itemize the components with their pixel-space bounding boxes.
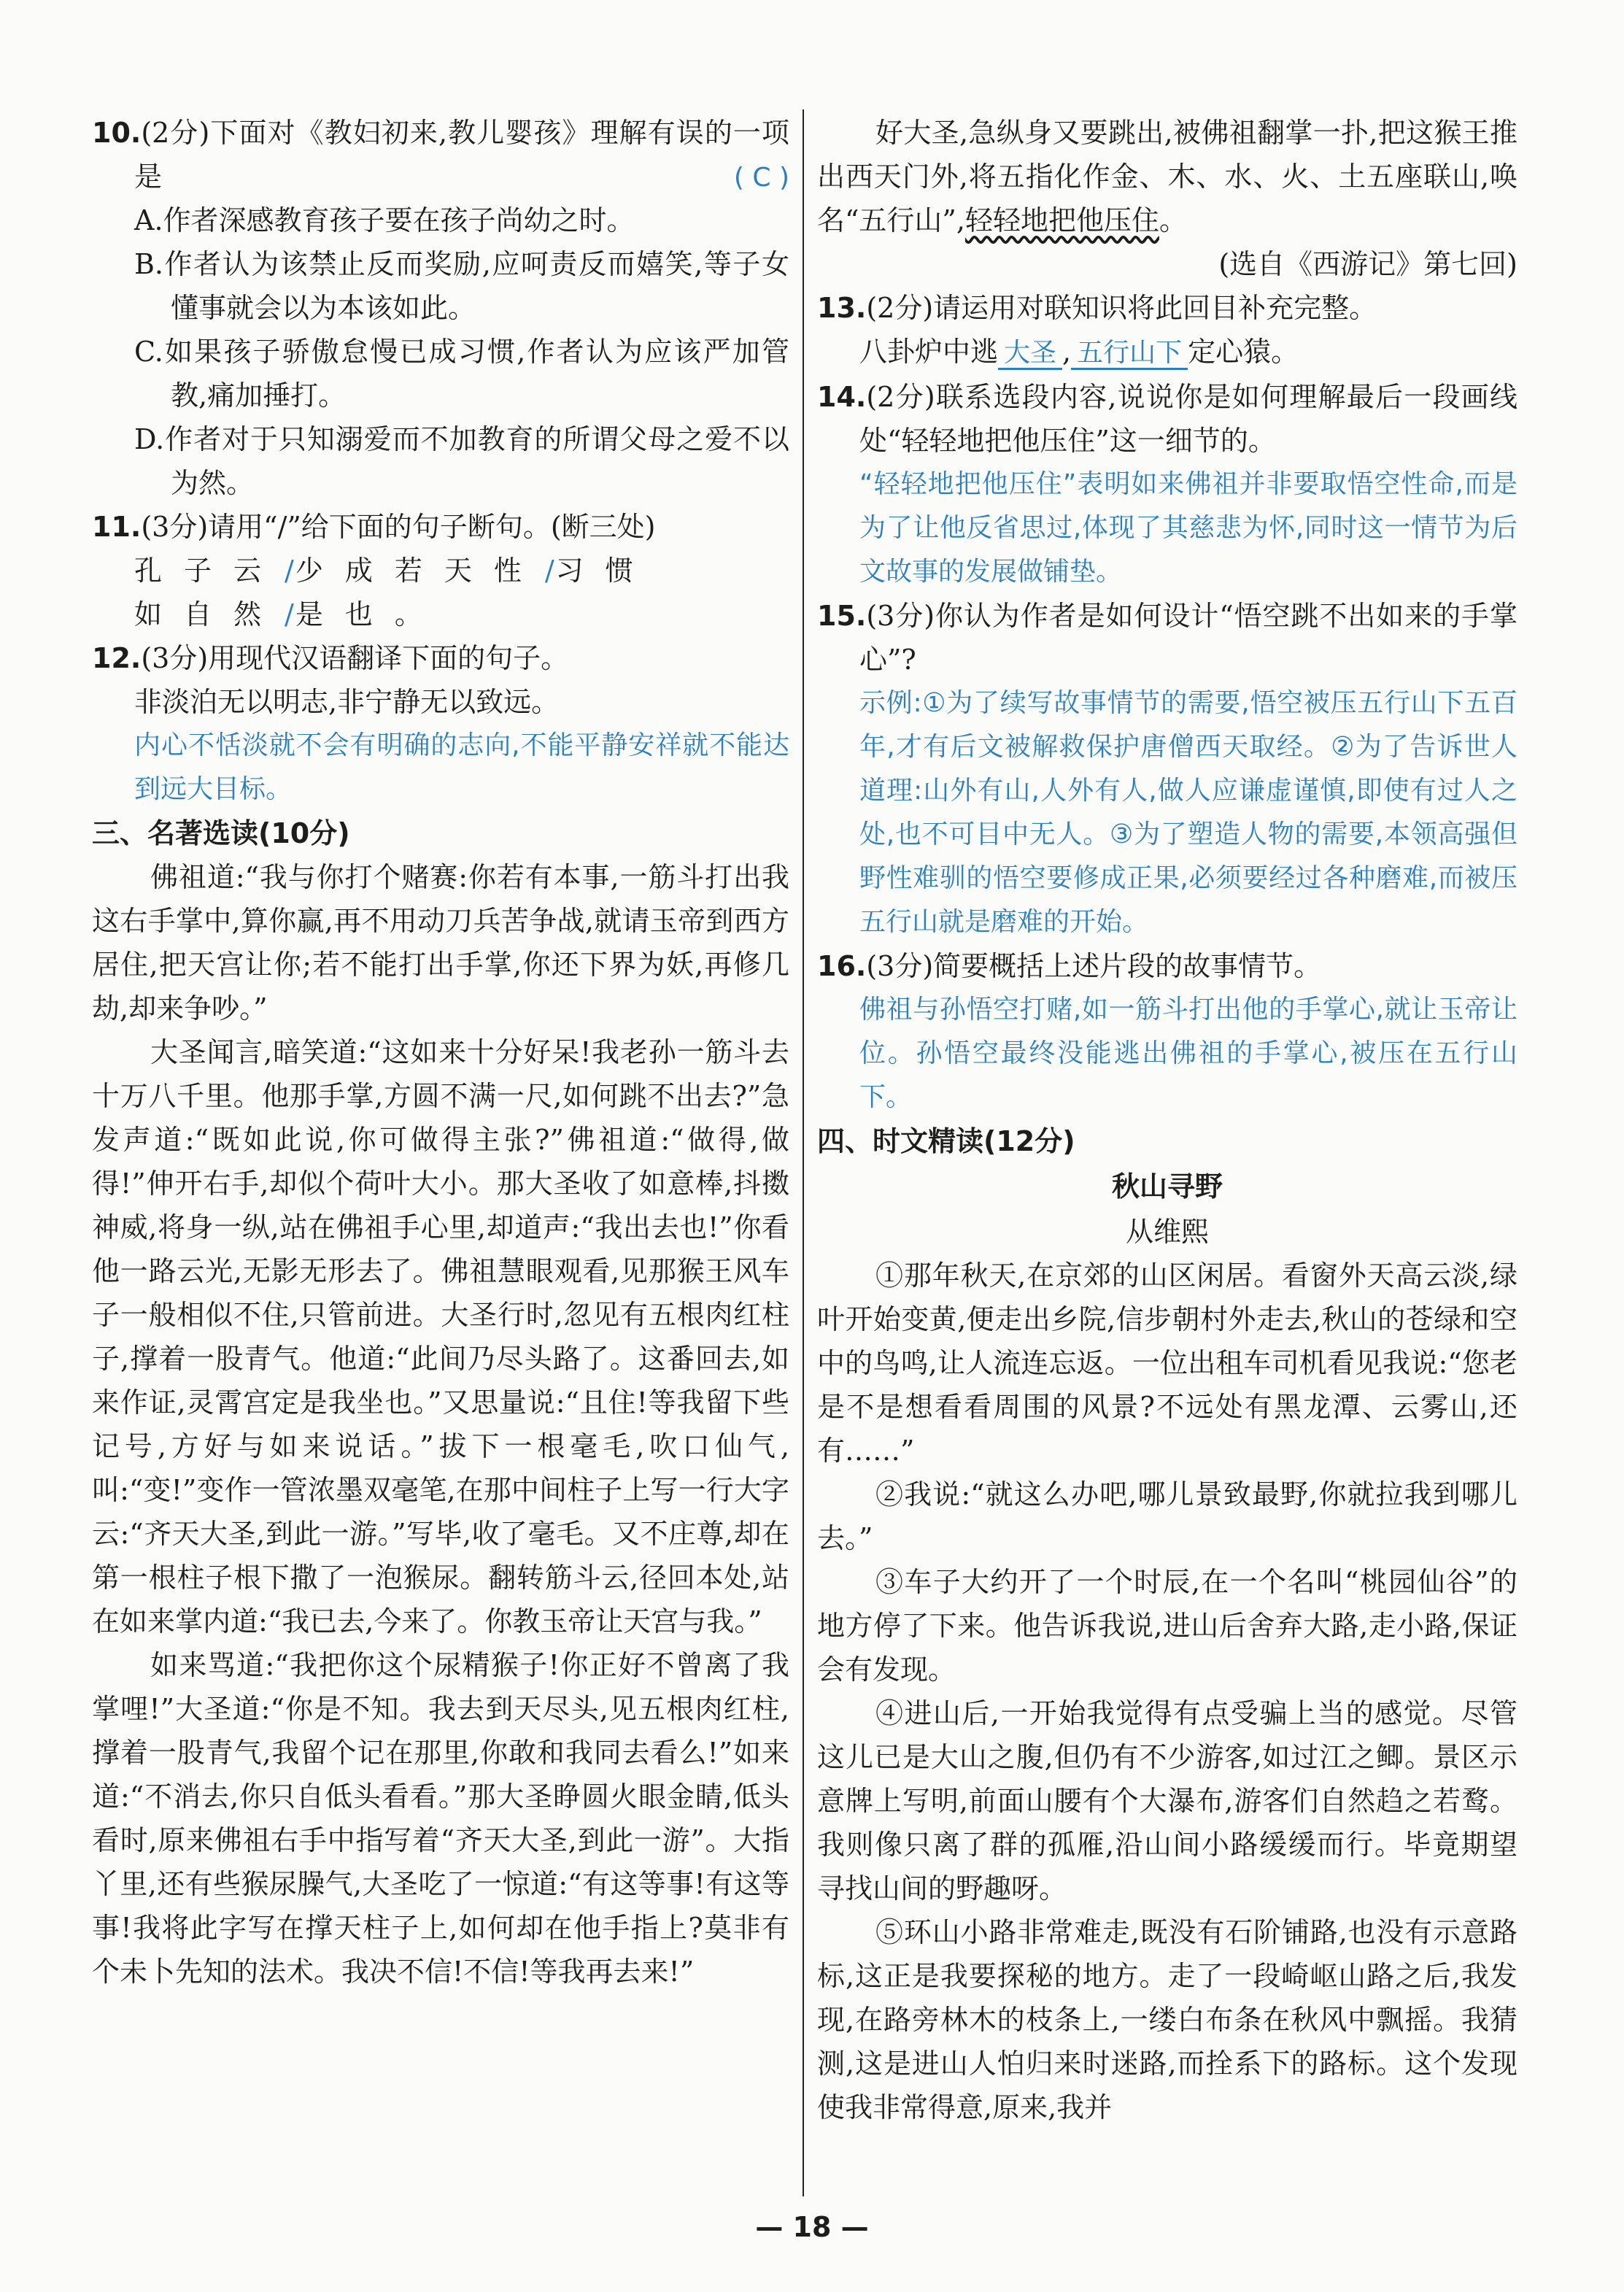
article-title: 秋山寻野 [1111,1170,1223,1203]
passage-paragraph-end: 好大圣,急纵身又要跳出,被佛祖翻掌一扑,把这猴王推出西天门外,将五指化作金、木、水、火、土五座联山,唤名“五行山”,轻轻地把他压住。 [817,117,1517,236]
question-11: 11.(3分)请用“/”给下面的句子断句。(断三处) [92,511,656,543]
article-paragraph: ④进山后,一开始我觉得有点受骗上当的感觉。尽管这儿已是大山之腹,但仍有不少游客,如过江之鲫。景区示意牌上写明,前面山腰有个大瀑布,游客们自然趋之若鹜。我则像只离了群的孤雁,沿山间小路缓缓而行。毕竟期望寻找山间的野趣呀。 [817,1697,1517,1905]
q10-option-a: A.作者深感教育孩子要在孩子尚幼之时。 [134,204,635,236]
question-12: 12.(3分)用现代汉语翻译下面的句子。 [92,642,569,674]
question-16: 16.(3分)简要概括上述片段的故事情节。 [817,950,1322,982]
question-13: 13.(2分)请运用对联知识将此回目补充完整。 [817,292,1377,324]
article-paragraph: ⑤环山小路非常难走,既没有石阶铺路,也没有示意路标,这正是我要探秘的地方。走了一段崎岖山路之后,我发现,在路旁林木的枝条上,一缕白布条在秋风中飘摇。我猜测,这是进山人怕归来时迷路,而拴系下的路标。这个发现使我非常得意,原来,我并 [817,1916,1517,2123]
article-paragraph: ②我说:“就这么办吧,哪儿景致最野,你就拉我到哪儿去。” [817,1478,1517,1554]
column-divider [803,109,804,2196]
q13-blank-2: 五行山下 [1071,338,1188,370]
q16-answer: 佛祖与孙悟空打赌,如一筋斗打出他的手掌心,就让玉帝让位。孙悟空最终没能逃出佛祖的手掌心,被压在五行山下。 [859,995,1517,1112]
q13-couplet: 八卦炉中逃 大圣 , 五行山下 定心猿。 [817,330,1517,375]
q11-slash-1: / [285,555,294,587]
q11-line-1: 孔子云/少成若天性/习惯 [134,555,655,587]
q15-answer: 示例:①为了续写故事情节的需要,悟空被压五行山下五百年,才有后文被解救保护唐僧西天取经。②为了告诉世人道理:山外有山,人外有人,做人应谦虚谨慎,即使有过人之处,也不可目中无人。③为了塑造人物的需要,本领高强但野性难驯的悟空要修成正果,必须要经过各种磨难,而被压五行山就是磨难的开始。 [859,688,1517,937]
article-paragraph: ①那年秋天,在京郊的山区闲居。看窗外天高云淡,绿叶开始变黄,便走出乡院,信步朝村外走去,秋山的苍绿和空中的鸟鸣,让人流连忘返。一位出租车司机看见我说:“您老是不是想看看周围的风景?不远处有黑龙潭、云雾山,还有……” [817,1259,1517,1467]
q12-answer: 内心不恬淡就不会有明确的志向,不能平静安祥就不能达到远大目标。 [134,730,789,804]
passage-paragraph: 大圣闻言,暗笑道:“这如来十分好呆!我老孙一筋斗去十万八千里。他那手掌,方圆不满一尺,如何跳不出去?”急发声道:“既如此说,你可做得主张?”佛祖道:“做得,做得!”伸开右手,却似个荷叶大小。那大圣收了如意棒,抖擞神威,将身一纵,站在佛祖手心里,却道声:“我出去也!”你看他一路云光,无影无形去了。佛祖慧眼观看,见那猴王风车子一般相似不住,只管前进。大圣行时,忽见有五根肉红柱子,撑着一股青气。他道:“此间乃尽头路了。这番回去,如来作证,灵霄宫定是我坐也。”又思量说:“且住!等我留下些记号,方好与如来说话。”拔下一根毫毛,吹口仙气,叫:“变!”变作一管浓墨双毫笔,在那中间柱子上写一行大字云:“齐天大圣,到此一游。”写毕,收了毫毛。又不庄尊,却在第一根柱子根下撒了一泡猴尿。翻转筋斗云,径回本处,站在如来掌内道:“我已去,今来了。你教玉帝让天宫与我。” [92,1036,789,1637]
passage-paragraph: 如来骂道:“我把你这个尿精猴子!你正好不曾离了我掌哩!”大圣道:“你是不知。我去到天尽头,见五根肉红柱,撑着一股青气,我留个记在那里,你敢和我同去看么!”如来道:“不消去,你只自低头看看。”那大圣睁圆火眼金睛,低头看时,原来佛祖右手中指写着“齐天大圣,到此一游”。大指丫里,还有些猴尿臊气,大圣吃了一惊道:“有这等事!有这等事!我将此字写在撑天柱子上,如何却在他手指上?莫非有个未卜先知的法术。我决不信!不信!等我再去来!” [92,1649,789,1988]
q13-blank-1: 大圣 [998,338,1062,370]
page-number: — 18 — [755,2211,869,2243]
passage-paragraph: 佛祖道:“我与你打个赌赛:你若有本事,一筋斗打出我这右手掌中,算你赢,再不用动刀兵苦争战,就请玉帝到西方居住,把天宫让你;若不能打出手掌,你还下界为妖,再修几劫,却来争吵。” [92,861,789,1025]
underlined-phrase: 轻轻地把他压住 [964,204,1159,236]
question-15: 15.(3分)你认为作者是如何设计“悟空跳不出如来的手掌心”? [817,600,1517,676]
q10-option-b: B.作者认为该禁止反而奖励,应呵责反而嬉笑,等子女懂事就会以为本该如此。 [134,248,789,324]
q11-slash-3: / [285,598,294,630]
q11-slash-2: / [544,555,554,587]
article-author: 从维熙 [1125,1216,1209,1248]
section-4-heading: 四、时文精读(12分) [817,1125,1075,1157]
article-paragraph: ③车子大约开了一个时辰,在一个名叫“桃园仙谷”的地方停了下来。他告诉我说,进山后舍弃大路,走小路,保证会有发现。 [817,1566,1517,1686]
q10-option-d: D.作者对于只知溺爱而不加教育的所谓父母之爱不以为然。 [134,423,789,499]
passage-source: (选自《西游记》第七回) [1218,248,1517,280]
q11-line-2: 如自然/是也。 [134,598,444,630]
left-column [92,111,789,1994]
q14-answer: “轻轻地把他压住”表明如来佛祖并非要取悟空性命,而是为了让他反省思过,体现了其慈悲为怀,同时这一情节为后文故事的发展做铺垫。 [859,469,1517,587]
question-14: 14.(2分)联系选段内容,说说你是如何理解最后一段画线处“轻轻地把他压住”这一细节的。 [817,381,1517,457]
q10-option-c: C.如果孩子骄傲怠慢已成习惯,作者认为应该严加管教,痛加捶打。 [134,336,789,412]
q12-sentence: 非淡泊无以明志,非宁静无以致远。 [134,686,560,718]
question-10: 10.(2分)下面对《教妇初来,教儿婴孩》理解有误的一项是 ( C ) [92,111,789,198]
section-3-heading: 三、名著选读(10分) [92,817,350,849]
right-column [817,111,1517,2129]
question-10-answer: ( C ) [733,163,789,193]
